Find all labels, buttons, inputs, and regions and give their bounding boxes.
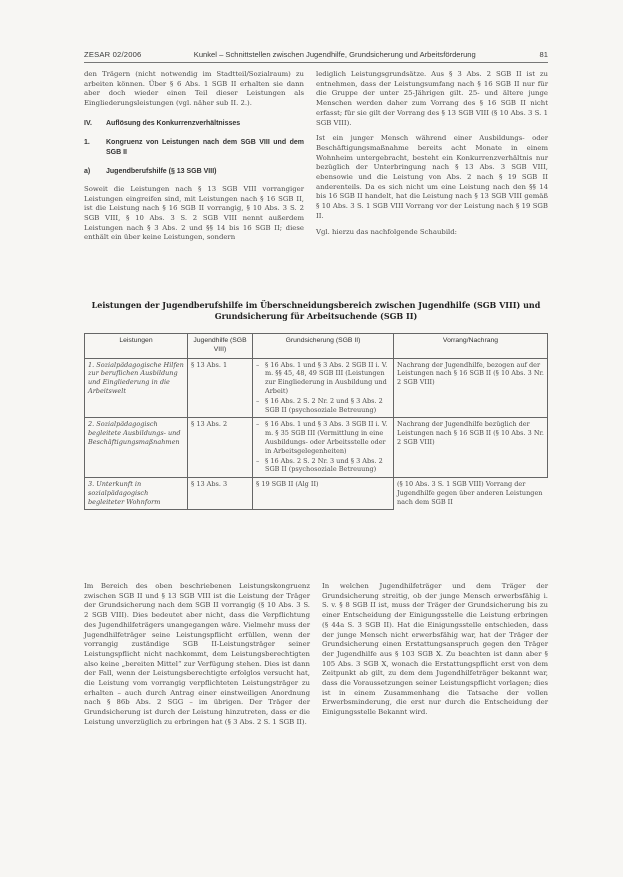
cell-jugendhilfe: § 13 Abs. 3 xyxy=(188,478,253,509)
table-row xyxy=(85,418,548,478)
running-title: Kunkel – Schnittstellen zwischen Jugendhilfe, Grundsicherung und Arbeitsförderung xyxy=(193,50,476,59)
page-header xyxy=(84,50,548,63)
page-number: 81 xyxy=(539,50,548,59)
cell-vorrang: Nachrang der Jugendhilfe, bezogen auf der Leistungen nach § 16 SGB II (§ 10 Abs. 3 Nr. 2 SGB VIII) xyxy=(394,358,548,418)
cell-leistung: 1. Sozialpädagogische Hilfen zur beruflichen Ausbildung und Eingliederung in die Arbeitswelt xyxy=(85,358,188,418)
left-column-top xyxy=(84,70,304,249)
column-header-leistungen: Leistungen xyxy=(85,334,188,359)
heading-iv xyxy=(84,119,304,129)
comparison-table xyxy=(84,333,548,510)
heading-number: 1. xyxy=(84,139,90,147)
table-title xyxy=(84,300,548,322)
body-paragraph: In welchen Jugendhilfeträger und dem Träger der Grundsicherung streitig, ob der junge Mensch erwerbsfähig i. S. v. § 8 SGB II ist, muss der Träger der Grundsicherung bis zu einer Entscheidung der Einigungsstelle die Leistung erbringen (§ 44a S. 3 SGB II). Hat die Einigungsstelle entschieden, dass der junge Mensch nicht erwerbsfähig war, hat der Träger der Grundsicherung einen Erstattungsanspruch gegen den Träger der Jugendhilfe aus § 103 SGB X. Zu beachten ist dann aber § 105 Abs. 3 SGB X, wonach die Erstattungspflicht erst von dem Zeitpunkt ab gilt, zu dem dem Jugendhilfeträger bekannt war, dass die Voraussetzungen seiner Leistungspflicht vorlagen; dies ist in einem Zusammenhang die Tatsache der vollen Erwerbsminderung, die erst nur durch die Entscheidung der Einigungsstelle Bekannt wird. xyxy=(322,582,548,717)
column-header-jugendhilfe: Jugendhilfe (SGB VIII) xyxy=(188,334,253,359)
intro-paragraph: den Trägern (nicht notwendig im Stadtteil/Sozialraum) zu arbeiten können. Über § 6 Abs. 1 SGB II erhalten sie dann aber doch wieder einen Teil dieser Leistungen als Eingliederungsleistungen (vgl. näher sub II. 2.). xyxy=(84,70,304,108)
heading-text: Auflösung des Konkurrenzverhältnisses xyxy=(106,119,241,127)
heading-a xyxy=(84,167,304,177)
left-column-bottom xyxy=(84,582,310,734)
cell-vorrang: Nachrang der Jugendhilfe bezüglich der Leistungen nach § 16 SGB II (§ 10 Abs. 3 Nr. 2 SGB VIII) xyxy=(394,418,548,478)
cell-vorrang: (§ 10 Abs. 3 S. 1 SGB VIII) Vorrang der Jugendhilfe gegen über anderen Leistungen nach dem SGB II xyxy=(394,478,548,509)
column-header-vorrang: Vorrang/Nachrang xyxy=(394,334,548,359)
table-title-line-1: Leistungen der Jugendberufshilfe im Überschneidungsbereich zwischen Jugendhilfe (SGB VIII) und xyxy=(91,300,541,310)
right-column-bottom xyxy=(322,582,548,724)
column-header-grundsicherung: Grundsicherung (SGB II) xyxy=(253,334,394,359)
cell-jugendhilfe: § 13 Abs. 2 xyxy=(188,418,253,478)
list-item: – § 16 Abs. 1 und § 3 Abs. 2 SGB II i. V. m. §§ 45, 48, 49 SGB III (Leistungen zur Eingliederung in Ausbildung und Arbeit) xyxy=(256,360,388,395)
schaubild-reference: Vgl. hierzu das nachfolgende Schaubild: xyxy=(316,227,457,236)
body-paragraph: Im Bereich des oben beschriebenen Leistungskongruenz zwischen SGB II und § 13 SGB VIII ist die Leistung der Träger der Grundsicherung nach dem SGB II vorrangig (§ 10 Abs. 3 S. 2 SGB VIII). Dies bedeutet aber nicht, dass die Verpflichtung des Jugendhilfeträgers unangegangen wäre. Vielmehr muss der Jugendhilfeträger seine Leistungspflicht erfüllen, wenn der vorrangig zuständige SGB II-Leistungsträger seiner Leistungspflicht nicht nachkommt, dem Leistungsberechtigten also keine „bereiten Mittel“ zur Verfügung stehen. Dies ist dann der Fall, wenn der Leistungsberechtigte erfolglos versucht hat, die Leistung vom vorrangig verpflichteten Leistungsträger zu erhalten – auch durch Antrag einer einstweiligen Anordnung nach § 86b Abs. 2 SGG – im übrigen. Der Träger der Grundsicherung ist durch der Leistung hinzutreten, dass er die Leistung unverzüglich zu erbringen hat (§ 3 Abs. 2 S. 1 SGB II). xyxy=(84,582,310,726)
heading-number: a) xyxy=(84,168,91,176)
table-header-row xyxy=(85,334,548,359)
table-row xyxy=(85,478,548,509)
cell-grundsicherung: § 19 SGB II (Alg II) xyxy=(253,478,394,509)
body-paragraph: Ist ein junger Mensch während einer Ausbildungs- oder Beschäftigungsmaßnahme bereits acht Monate in einem Wohnheim untergebracht, besteht ein Konkurrenzverhältnis nur bezüglich der Unterbringung nach § 13 Abs. 3 SGB VIII, ebensowie und die Leistung von Abs. 2 nach § 19 SGB II anderenteils. Da es sich nicht um eine Leistung nach den §§ 14 bis 16 SGB II handelt, hat die Leistung nach § 13 SGB VIII gemäß § 10 Abs. 3 S. 1 SGB VIII Vorrang vor der Leistung nach § 19 SGB II. xyxy=(316,134,548,220)
cell-jugendhilfe: § 13 Abs. 1 xyxy=(188,358,253,418)
table-title-line-2: Grundsicherung für Arbeitsuchende (SGB II) xyxy=(214,311,418,321)
list-item: – § 16 Abs. 1 und § 3 Abs. 3 SGB II i. V. m. § 35 SGB III (Vermittlung in eine Ausbildungs- oder Arbeitsstelle oder in Arbeitsgelegenheiten) xyxy=(256,420,388,455)
journal-label: ZESAR 02/2006 xyxy=(84,50,142,59)
list-item: – § 16 Abs. 2 S. 2 Nr. 2 und § 3 Abs. 2 SGB II (psychosoziale Betreuung) xyxy=(256,396,383,414)
cell-grundsicherung xyxy=(253,418,394,478)
cell-leistung: 2. Sozialpädagogisch begleitete Ausbildungs- und Beschäftigungsmaßnahmen xyxy=(85,418,188,478)
cell-leistung: 3. Unterkunft in sozialpädagogisch begleiteter Wohnform xyxy=(85,478,188,509)
body-paragraph: lediglich Leistungsgrundsätze. Aus § 3 Abs. 2 SGB II ist zu entnehmen, dass der Leistungsumfang nach § 16 SGB II nur für die Gruppe der unter 25-Jährigen gilt. 25- und ältere junge Menschen werden daher zum Vorrang des § 16 SGB II nicht erfasst; für sie gilt der Vorrang des § 13 SGB VIII (§ 10 Abs. 3 S. 1 SGB VIII). xyxy=(316,70,548,127)
heading-text: Jugendberufshilfe (§ 13 SGB VIII) xyxy=(106,168,217,176)
body-paragraph: Soweit die Leistungen nach § 13 SGB VIII vorrangiger Leistungen eingreifen sind, mit Leistungen nach § 16 SGB II, ist die Leistung nach § 16 SGB II vorrangig, § 10 Abs. 3 S. 2 SGB VIII, § 10 Abs. 3 S. 2 SGB VIII nennt außerdem Leistungen nach § 3 Abs. 2 und §§ 14 bis 16 SGB II; diese enthält ein über keine Leistungen, sondern xyxy=(84,184,304,242)
table-row xyxy=(85,358,548,418)
list-item: – § 16 Abs. 2 S. 2 Nr. 3 und § 3 Abs. 2 SGB II (psychosoziale Betreuung) xyxy=(256,456,383,474)
heading-text: Kongruenz von Leistungen nach dem SGB VIII und dem SGB II xyxy=(106,139,304,156)
heading-number: IV. xyxy=(84,119,92,127)
right-column-top xyxy=(316,70,548,243)
heading-1 xyxy=(84,138,304,157)
cell-grundsicherung xyxy=(253,358,394,418)
